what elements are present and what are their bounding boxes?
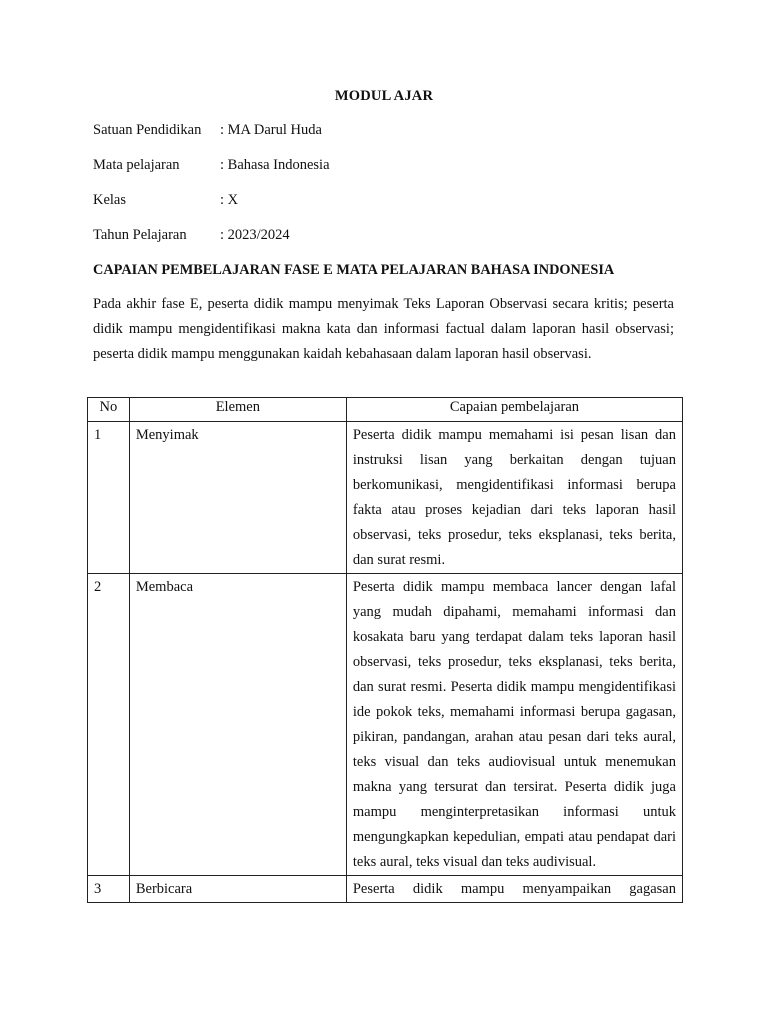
cell-elemen: Berbicara [129,876,346,903]
table-row [88,876,683,903]
meta-label: Kelas [93,192,127,208]
cell-elemen: Membaca [129,574,346,876]
meta-value: : X [220,192,239,208]
table-header-row [88,398,683,422]
meta-row-mata-pelajaran [93,157,330,174]
header-elemen: Elemen [129,398,346,422]
meta-label: Mata pelajaran [93,157,180,173]
meta-label: Tahun Pelajaran [93,227,187,243]
table-row [88,574,683,876]
capaian-table [87,397,683,903]
meta-value: : MA Darul Huda [220,122,322,138]
cell-no: 1 [88,422,130,574]
cell-capaian: Peserta didik mampu membaca lancer dengan lafal yang mudah dipahami, memahami informasi dan kosakata baru yang terdapat dalam teks laporan hasil observasi, teks prosedur, teks eksplanasi, teks berita, dan surat resmi. Peserta didik mampu mengidentifikasi ide pokok teks, memahami informasi berupa gagasan, pikiran, pandangan, arahan atau pesan dari teks aural, teks visual dan teks audiovisual untuk menemukan makna yang tersurat dan tersirat. Peserta didik juga mampu menginterpretasikan informasi untuk mengungkapkan kepedulian, empati atau pendapat dari teks aural, teks visual dan teks audivisual. [346,574,682,876]
page-title: MODUL AJAR [334,88,434,104]
meta-row-satuan-pendidikan [93,122,322,139]
intro-paragraph: Pada akhir fase E, peserta didik mampu menyimak Teks Laporan Observasi secara kritis; peserta didik mampu mengidentifikasi makna kata dan informasi factual dalam laporan hasil observasi; peserta didik mampu menggunakan kaidah kebahasaan dalam laporan hasil observasi. [93,296,674,362]
cell-capaian: Peserta didik mampu memahami isi pesan lisan dan instruksi lisan yang berkaitan dengan tujuan berkomunikasi, mengidentifikasi informasi berupa fakta atau proses kejadian dari teks laporan hasil observasi, teks prosedur, teks eksplanasi, teks berita, dan surat resmi. [346,422,682,574]
meta-value: : 2023/2024 [220,227,290,243]
header-no: No [88,398,130,422]
meta-value: : Bahasa Indonesia [220,157,330,173]
cell-capaian: Peserta didik mampu menyampaikan gagasan [346,876,682,903]
header-capaian: Capaian pembelajaran [346,398,682,422]
table-row [88,422,683,574]
section-heading: CAPAIAN PEMBELAJARAN FASE E MATA PELAJARAN BAHASA INDONESIA [93,262,615,278]
meta-label: Satuan Pendidikan [93,122,202,138]
meta-row-kelas [93,192,238,209]
cell-no: 3 [88,876,130,903]
meta-row-tahun-pelajaran [93,227,290,244]
cell-elemen: Menyimak [129,422,346,574]
cell-no: 2 [88,574,130,876]
